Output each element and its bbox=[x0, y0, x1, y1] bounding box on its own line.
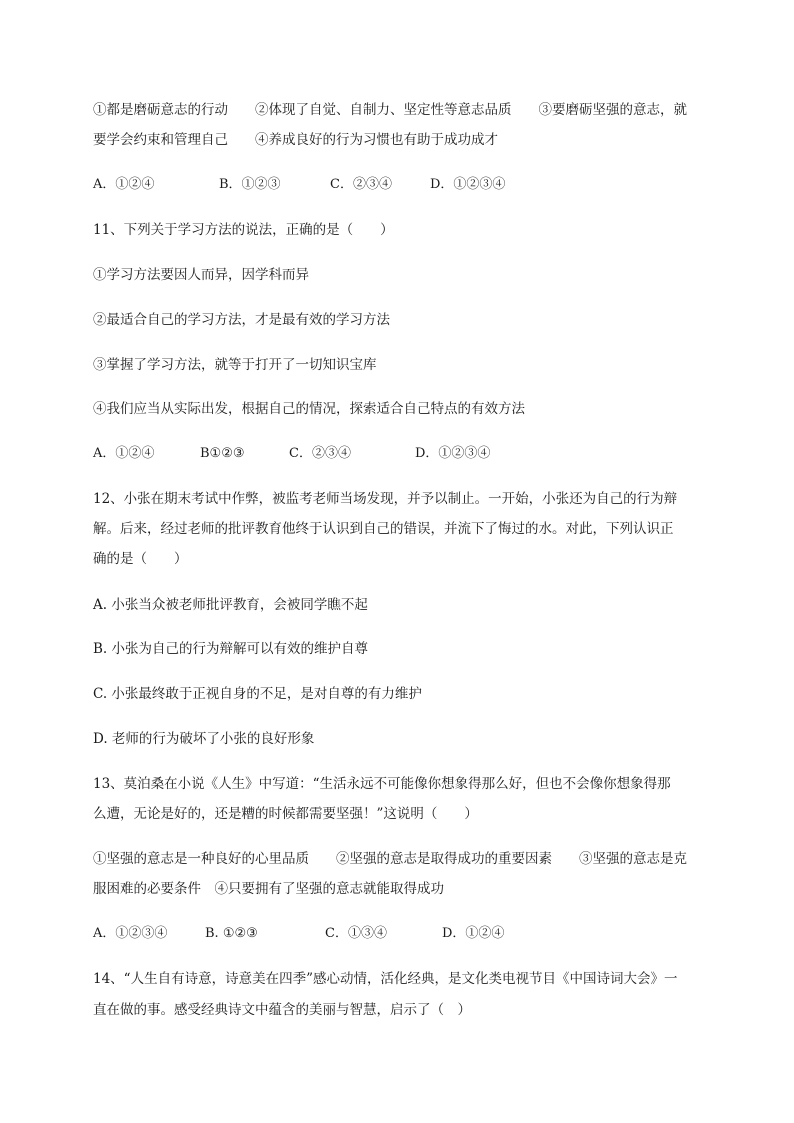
q11-question: 11、下列关于学习方法的说法，正确的是（ ） bbox=[93, 222, 394, 238]
q10-option-c: C．②③④ bbox=[330, 177, 392, 192]
q10-option-b: B．①②③ bbox=[219, 177, 281, 192]
q12-option-c: C. 小张最终敢于正视自身的不足，是对自尊的有力维护 bbox=[93, 686, 422, 702]
q13-option-a: A．①②③④ bbox=[93, 926, 168, 941]
q11-option-b: B①②③ bbox=[200, 446, 245, 461]
q11-option-c: C．②③④ bbox=[289, 446, 351, 461]
q11-option-a: A．①②④ bbox=[93, 446, 155, 461]
q12-question-line-3: 确的是（ ） bbox=[93, 551, 188, 567]
q11-statement-2: ②最适合自己的学习方法，才是最有效的学习方法 bbox=[93, 312, 390, 328]
q13-option-d: D．①②④ bbox=[442, 926, 505, 941]
q14-question-line-1: 14、“人生自有诗意，诗意美在四季”感心动情，活化经典，是文化类电视节目《中国诗词大会》一 bbox=[93, 971, 678, 987]
q11-statement-1: ①学习方法要因人而异，因学科而异 bbox=[93, 267, 309, 283]
q10-statement-line-2: 要学会约束和管理自己 ④养成良好的行为习惯也有助于成功成才 bbox=[93, 132, 498, 148]
q11-statement-4: ④我们应当从实际出发，根据自己的情况，探索适合自己特点的有效方法 bbox=[93, 401, 525, 417]
q13-statement-line-2: 服困难的必要条件 ④只要拥有了坚强的意志就能取得成功 bbox=[93, 881, 444, 897]
q11-option-d: D．①②③④ bbox=[415, 446, 491, 461]
q13-option-b: B. ①②③ bbox=[205, 926, 258, 941]
q12-option-d: D. 老师的行为破坏了小张的良好形象 bbox=[93, 731, 315, 747]
q12-question-line-1: 12、小张在期末考试中作弊，被监考老师当场发现，并予以制止。一开始，小张还为自己的行为辩 bbox=[93, 491, 678, 507]
q10-option-a: A．①②④ bbox=[93, 177, 155, 192]
q11-statement-3: ③掌握了学习方法，就等于打开了一切知识宝库 bbox=[93, 357, 377, 373]
q12-option-a: A. 小张当众被老师批评教育，会被同学瞧不起 bbox=[93, 597, 368, 613]
q10-statement-line-1: ①都是磨砺意志的行动 ②体现了自觉、自制力、坚定性等意志品质 ③要磨砺坚强的意志，就 bbox=[93, 102, 687, 118]
q10-option-d: D．①②③④ bbox=[430, 177, 506, 192]
q13-question-line-2: 么遭，无论是好的，还是糟的时候都需要坚强！”这说明（ ） bbox=[93, 806, 478, 822]
q13-statement-line-1: ①坚强的意志是一种良好的心里品质 ②坚强的意志是取得成功的重要因素 ③坚强的意志是克 bbox=[93, 851, 687, 867]
q13-question-line-1: 13、莫泊桑在小说《人生》中写道：“生活永远不可能像你想象得那么好，但也不会像你想象得那 bbox=[93, 776, 671, 792]
q12-option-b: B. 小张为自己的行为辩解可以有效的维护自尊 bbox=[93, 641, 369, 657]
q12-question-line-2: 解。后来，经过老师的批评教育他终于认识到自己的错误，并流下了悔过的水。对此，下列认识正 bbox=[93, 521, 674, 537]
q13-option-c: C．①③④ bbox=[325, 926, 387, 941]
q14-question-line-2: 直在做的事。感受经典诗文中蕴含的美丽与智慧，启示了（ ） bbox=[93, 1002, 471, 1018]
